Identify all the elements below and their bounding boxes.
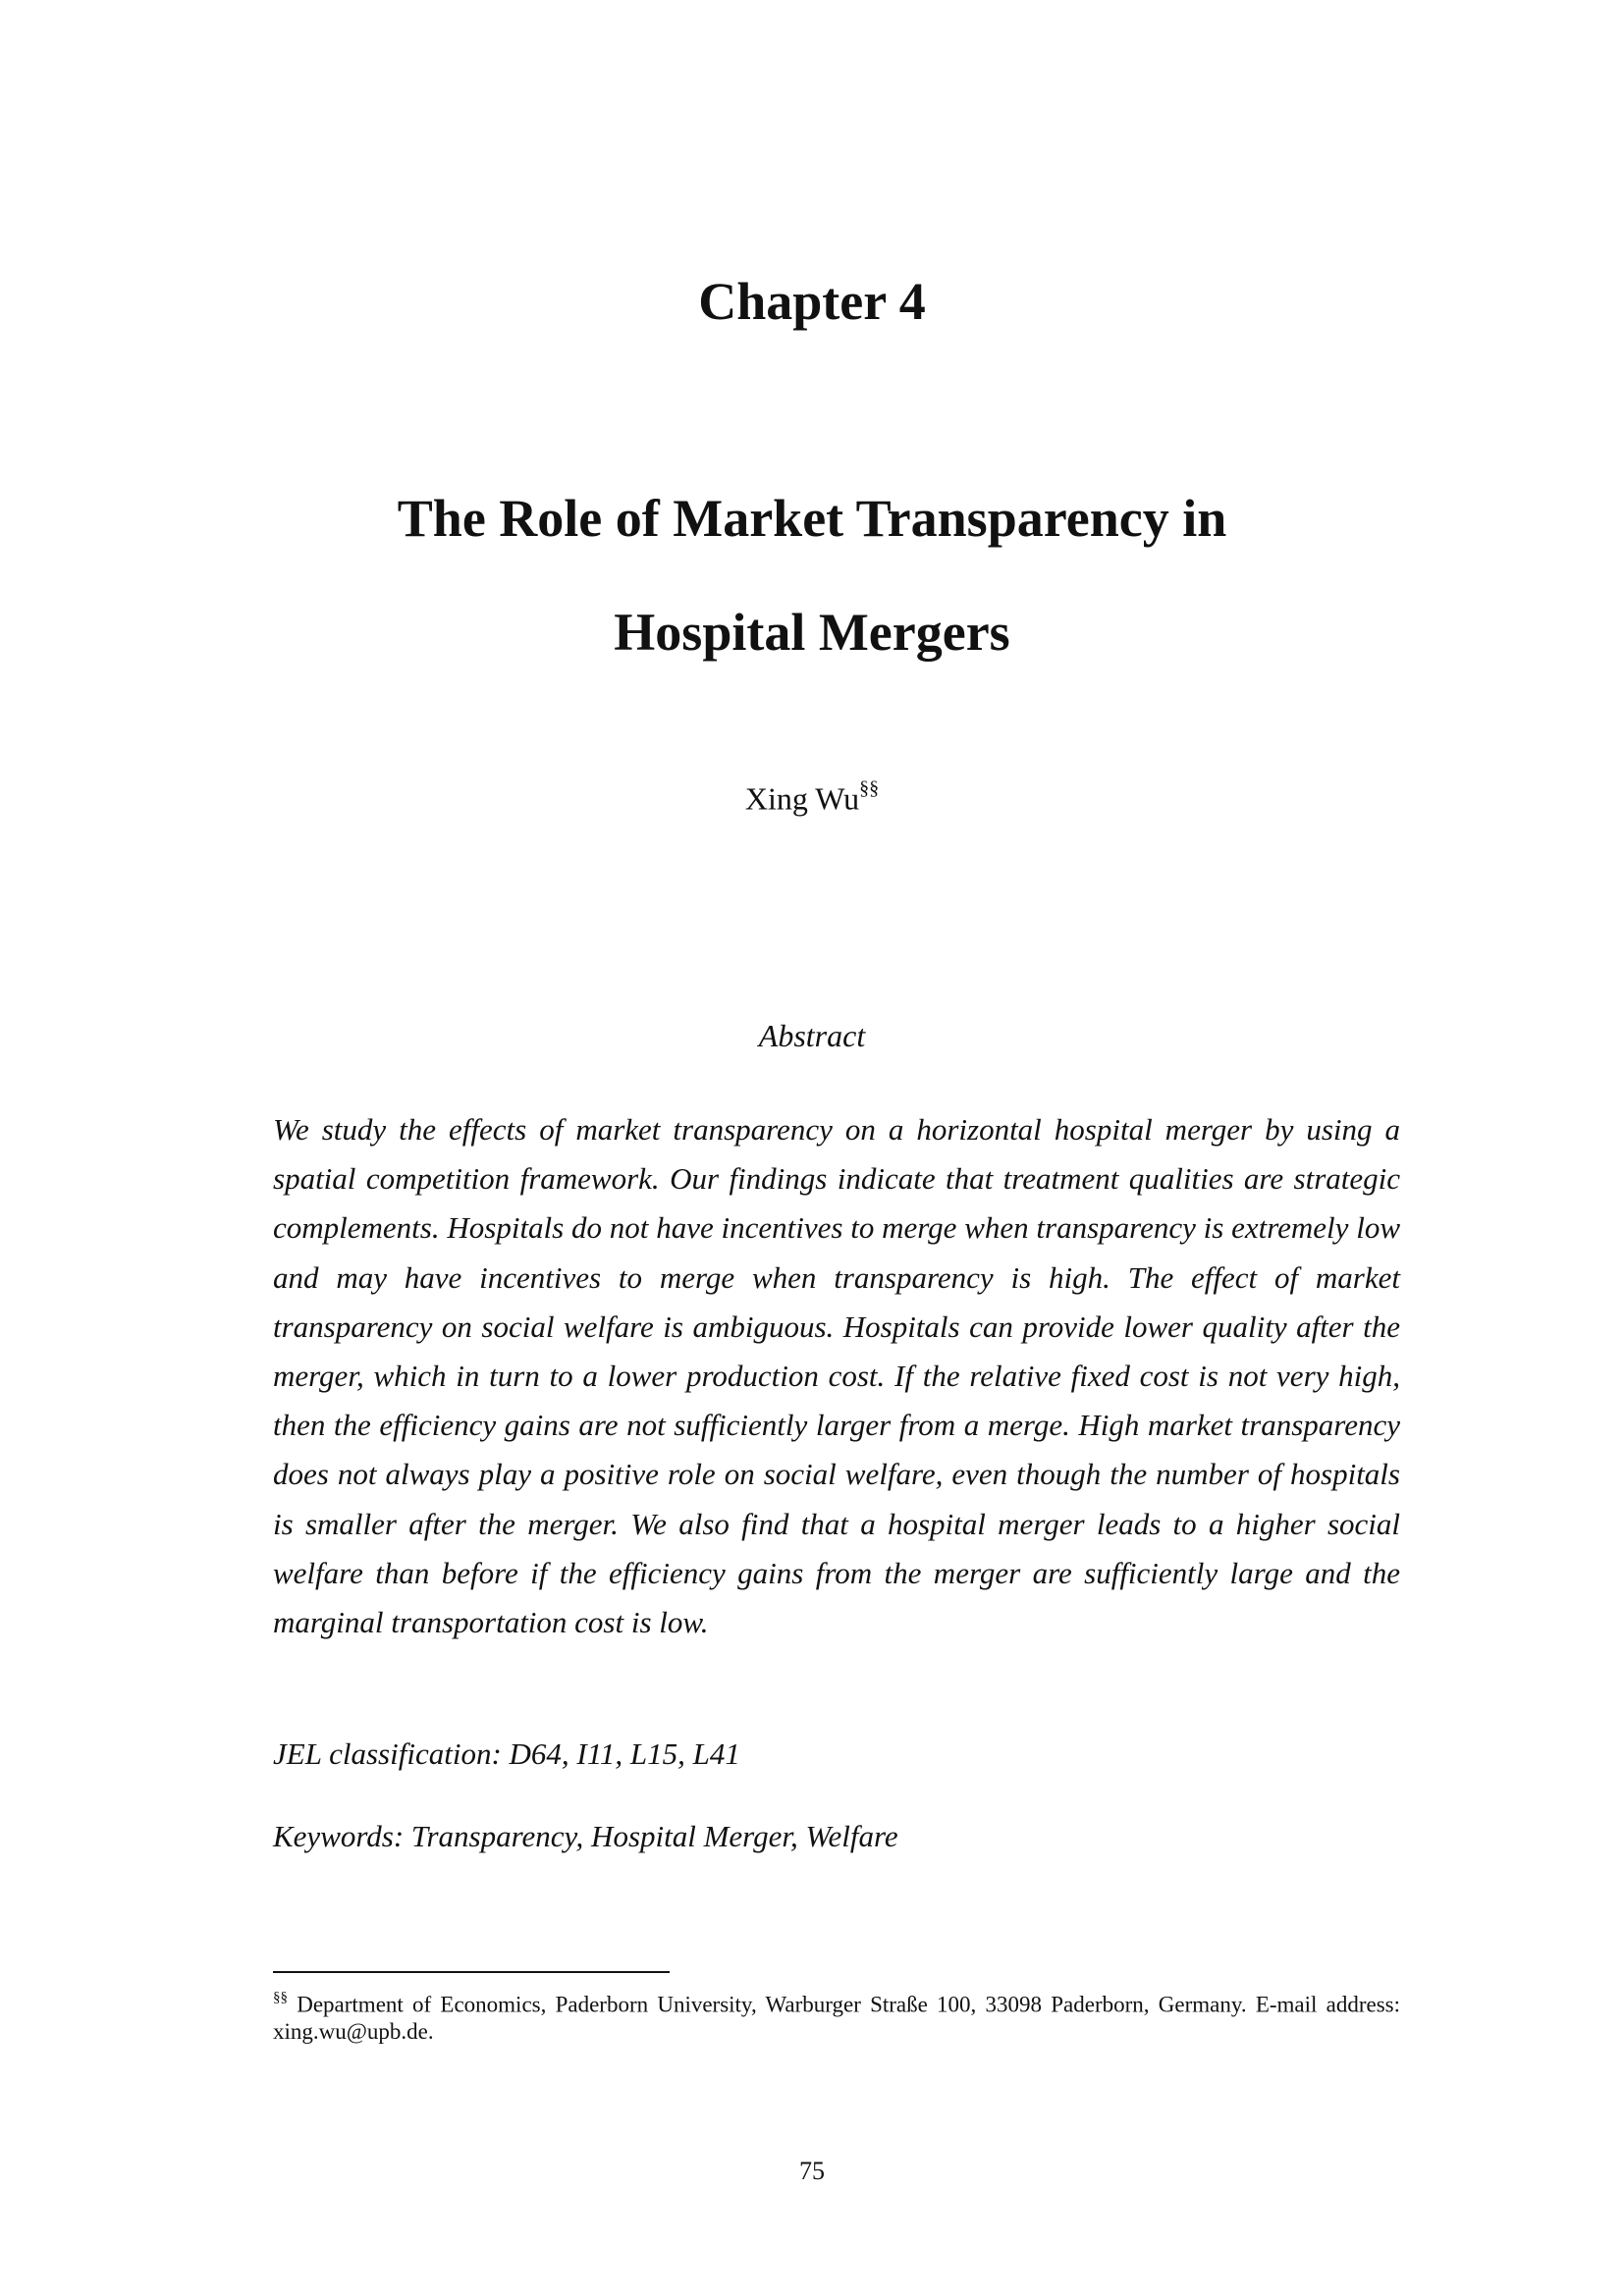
author-footnote-marker: §§: [859, 777, 880, 799]
chapter-heading: Chapter 4: [698, 272, 926, 331]
footnote-text: Department of Economics, Paderborn University, Warburger Straße 100, 33098 Paderborn, Germany. E-mail address: xing.wu@upb.de.: [273, 1992, 1401, 2044]
jel-classification: JEL classification: D64, I11, L15, L41: [273, 1736, 740, 1771]
page-number: 75: [799, 2157, 825, 2185]
paper-title-line-2: Hospital Mergers: [614, 603, 1010, 662]
abstract-heading: Abstract: [758, 1018, 866, 1053]
footnote: [273, 1987, 1400, 2045]
footnote-divider: [273, 1971, 670, 1973]
author-name: Xing Wu: [744, 780, 860, 817]
paper-title-line-1: The Role of Market Transparency in: [397, 489, 1227, 548]
paper-title: [0, 461, 1624, 689]
abstract-body: We study the effects of market transparency on a horizontal hospital merger by using a spatial competition framework. Our findings indicate that treatment qualities are strategic complements. Hospitals do not have incentives to merge when transparency is extremely low and may have incentives to merge when transparency is high. The effect of market transparency on social welfare is ambiguous. Hospitals can provide lower quality after the merger, which in turn to a lower production cost. If the relative fixed cost is not very high, then the efficiency gains are not sufficiently larger from a merge. High market transparency does not always play a positive role on social welfare, even though the number of hospitals is smaller after the merger. We also find that a hospital merger leads to a higher social welfare than before if the efficiency gains from the merger are sufficiently large and the marginal transportation cost is low.: [273, 1112, 1400, 1640]
footnote-marker: §§: [273, 1990, 288, 2005]
keywords: Keywords: Transparency, Hospital Merger, Welfare: [273, 1819, 898, 1853]
author-line: [0, 772, 1624, 820]
